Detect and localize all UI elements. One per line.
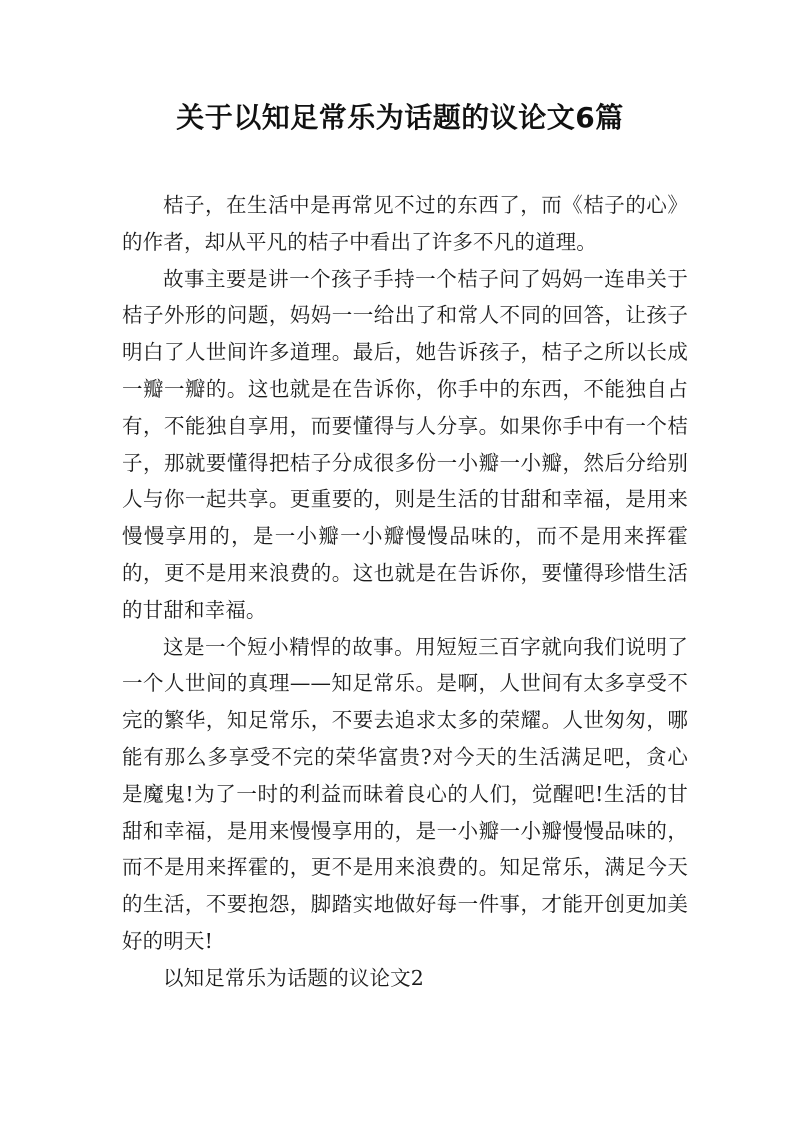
paragraph-3: 这是一个短小精悍的故事。用短短三百字就向我们说明了一个人世间的真理——知足常乐。是啊，人世间有太多享受不完的繁华，知足常乐，不要去追求太多的荣耀。人世匆匆，哪能有那么多享受不完的荣华富贵?对今天的生活满足吧，贪心是魔鬼!为了一时的利益而昧着良心的人们，觉醒吧!生活的甘甜和幸福，是用来慢慢享用的，是一小瓣一小瓣慢慢品味的，而不是用来挥霍的，更不是用来浪费的。知足常乐，满足今天的生活，不要抱怨，脚踏实地做好每一件事，才能开创更加美好的明天!	[122, 634, 688, 953]
document-title: 关于以知足常乐为话题的议论文6篇	[176, 101, 624, 134]
document-body	[122, 187, 688, 997]
section-heading: 以知足常乐为话题的议论文2	[163, 965, 424, 990]
paragraph-2: 故事主要是讲一个孩子手持一个桔子问了妈妈一连串关于桔子外形的问题，妈妈一一给出了和常人不同的回答，让孩子明白了人世间许多道理。最后，她告诉孩子，桔子之所以长成一瓣一瓣的。这也就是在告诉你，你手中的东西，不能独自占有，不能独自享用，而要懂得与人分享。如果你手中有一个桔子，那就要懂得把桔子分成很多份一小瓣一小瓣，然后分给别人与你一起共享。更重要的，则是生活的甘甜和幸福，是用来慢慢享用的，是一小瓣一小瓣慢慢品味的，而不是用来挥霍的，更不是用来浪费的。这也就是在告诉你，要懂得珍惜生活的甘甜和幸福。	[122, 266, 688, 622]
paragraph-1: 桔子，在生活中是再常见不过的东西了，而《桔子的心》的作者，却从平凡的桔子中看出了许多不凡的道理。	[122, 193, 688, 254]
